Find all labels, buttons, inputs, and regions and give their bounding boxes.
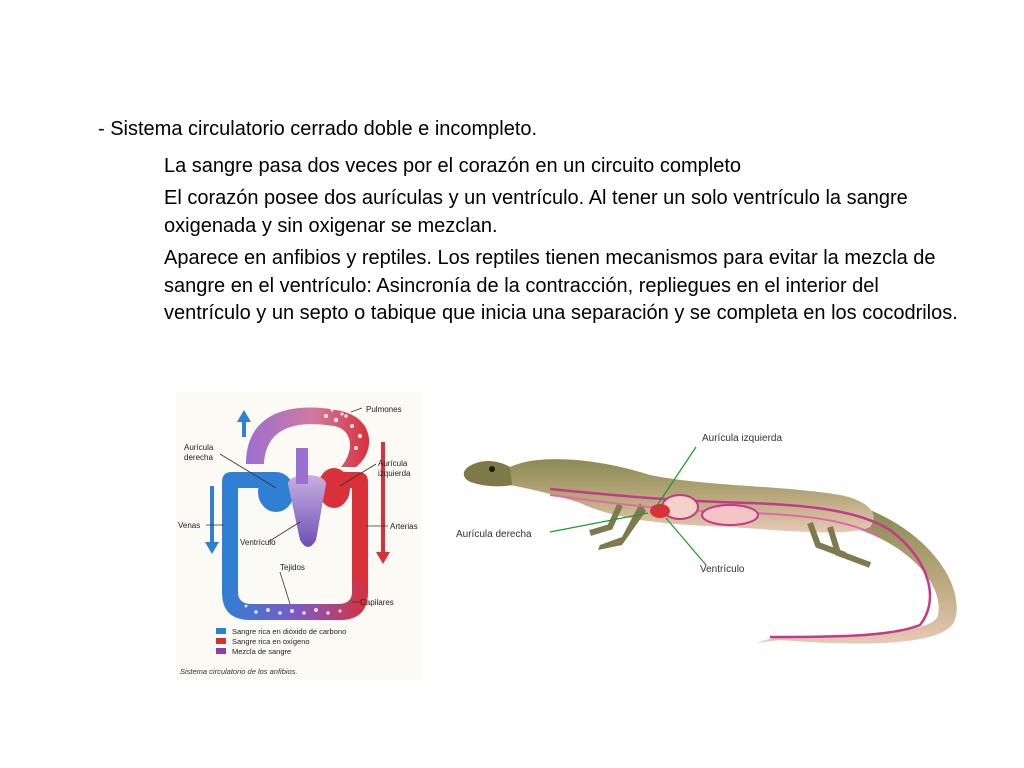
- label-auricula-derecha-1: Aurícula: [184, 443, 214, 452]
- right-atrium: [258, 472, 294, 512]
- label-auricula-izquierda: Aurícula izquierda: [702, 433, 783, 444]
- amphibian-circulation-diagram: [176, 392, 422, 680]
- label-auricula-izquierda-1: Aurícula: [378, 459, 408, 468]
- lizard-head: [464, 461, 512, 486]
- paragraph-double-pass: La sangre pasa dos veces por el corazón en un circuito completo: [164, 155, 742, 177]
- label-capilares: Capilares: [360, 598, 394, 607]
- arrow-down-left-icon: [205, 486, 219, 554]
- legend-label-co2: Sangre rica en dióxido de carbono: [232, 627, 347, 636]
- slide-heading: - Sistema circulatorio cerrado doble e incompleto.: [98, 118, 538, 140]
- figure-caption: Sistema circulatorio de los anfibios.: [180, 667, 298, 676]
- label-auricula-izquierda-2: izquierda: [378, 469, 411, 478]
- paragraph-amphibians-reptiles: Aparece en anfibios y reptiles. Los reptiles tienen mecanismos para evitar la mezcla de sangre en el ventrículo: Asincronía de la contracción, repliegues en el interior del ventrículo y un septo o tabique que inicia una separación y se completa en los cocodrilos.: [164, 247, 958, 324]
- label-venas: Venas: [178, 521, 201, 530]
- arrow-up-icon: [237, 410, 251, 437]
- label-ventriculo-lizard: Ventrículo: [700, 564, 745, 575]
- hind-leg-back: [830, 527, 870, 565]
- paragraph-heart-chambers: El corazón posee dos aurículas y un ventrículo. Al tener un solo ventrículo la sangre oxigenada y sin oxigenar se mezclan.: [164, 187, 908, 237]
- lizard-circulation-illustration: [450, 415, 970, 655]
- label-pulmones: Pulmones: [366, 405, 402, 414]
- label-arterias: Arterias: [390, 522, 418, 531]
- lizard-svg: [450, 415, 970, 655]
- legend-swatch-co2: [216, 628, 226, 634]
- label-auricula-derecha: Aurícula derecha: [456, 529, 532, 540]
- legend-swatch-mixed: [216, 648, 226, 654]
- amphibian-diagram-svg: [176, 392, 422, 680]
- ventricle: [288, 475, 326, 547]
- label-auricula-derecha-2: derecha: [184, 453, 213, 462]
- lizard-heart: [650, 504, 670, 518]
- lizard-eye: [489, 466, 495, 472]
- legend-label-mixed: Mezcla de sangre: [232, 647, 292, 656]
- systemic-loop-bottom: [222, 580, 368, 620]
- legend-label-oxygen: Sangre rica en oxígeno: [232, 637, 310, 646]
- label-ventriculo: Ventrículo: [240, 538, 276, 547]
- truncus: [296, 448, 308, 484]
- label-tejidos: Tejidos: [280, 563, 305, 572]
- legend-swatch-oxygen: [216, 638, 226, 644]
